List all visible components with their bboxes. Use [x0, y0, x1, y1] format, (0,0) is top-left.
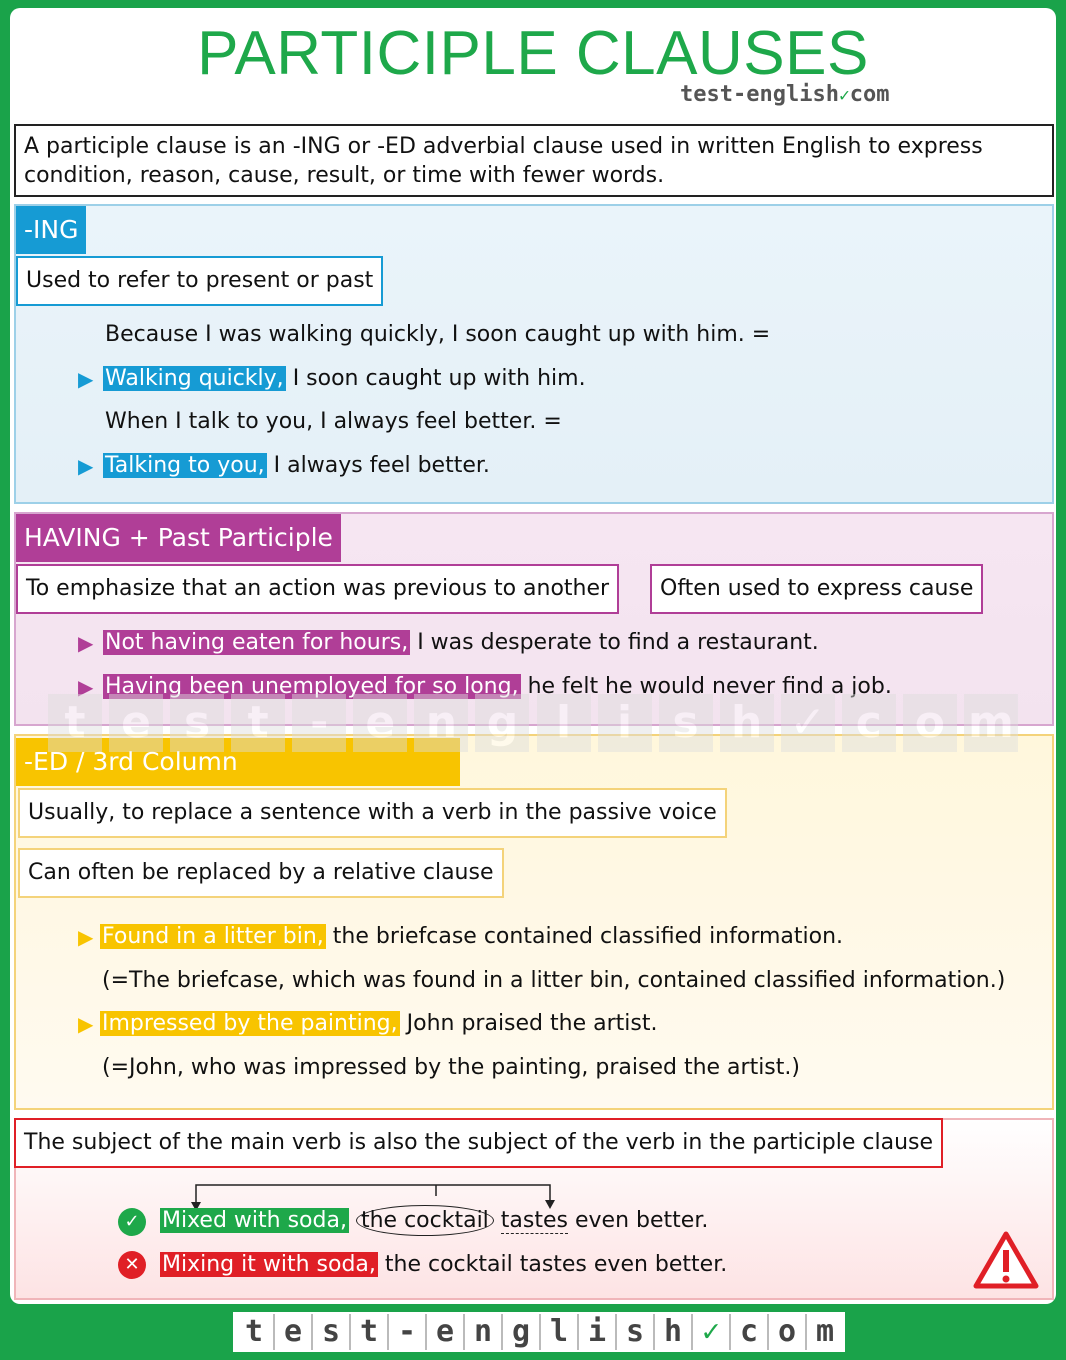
- example-original: When I talk to you, I always feel better. =: [105, 409, 562, 434]
- usage-note: Usually, to replace a sentence with a verb in the passive voice: [18, 788, 727, 838]
- incorrect-example: Mixing it with soda, the cocktail tastes even better.: [162, 1252, 728, 1277]
- example-participle: Talking to you, I always feel better.: [105, 453, 490, 478]
- section-tag-ed: -ED / 3rd Column: [16, 738, 460, 786]
- incorrect-x-icon: ✕: [118, 1251, 146, 1279]
- brand-logo: test-english✓com: [680, 82, 890, 107]
- intro-definition: A participle clause is an -ING or -ED adverbial clause used in written English to express condition, reason, cause, result, or time with fewer words.: [14, 124, 1054, 197]
- play-arrow-icon: ▶: [78, 454, 94, 478]
- play-arrow-icon: ▶: [78, 631, 94, 655]
- check-icon: ✓: [691, 1314, 729, 1350]
- example-participle: Not having eaten for hours, I was desperate to find a restaurant.: [105, 630, 819, 655]
- section-subject-rule: [14, 1118, 1054, 1300]
- example-participle: Found in a litter bin, the briefcase contained classified information.: [102, 924, 844, 949]
- example-participle: Walking quickly, I soon caught up with him.: [105, 366, 586, 391]
- relative-clause-equivalent: (=John, who was impressed by the painting, praised the artist.): [102, 1055, 800, 1080]
- footer-brand: t e s t - e n g l i s h ✓ c o m: [233, 1312, 845, 1352]
- relative-clause-equivalent: (=The briefcase, which was found in a litter bin, contained classified information.): [102, 968, 1006, 993]
- section-ed: [14, 734, 1054, 1110]
- section-tag-ing: -ING: [16, 206, 86, 254]
- correct-check-icon: ✓: [118, 1208, 146, 1236]
- usage-note: Can often be replaced by a relative clause: [18, 848, 504, 898]
- page-title: PARTICIPLE CLAUSES: [197, 19, 869, 88]
- subject-circle: the cocktail: [356, 1205, 494, 1236]
- subject-rule-note: The subject of the main verb is also the subject of the verb in the participle clause: [14, 1118, 943, 1168]
- warning-icon: [972, 1230, 1040, 1290]
- section-ing: [14, 204, 1054, 504]
- play-arrow-icon: ▶: [78, 367, 94, 391]
- section-tag-having: HAVING + Past Participle: [16, 514, 341, 562]
- watermark: t e s t - e n g l i s h ✓ c o m: [48, 694, 1018, 752]
- usage-note: Often used to express cause: [650, 564, 983, 614]
- usage-note: To emphasize that an action was previous to another: [16, 564, 619, 614]
- play-arrow-icon: ▶: [78, 1012, 94, 1036]
- example-original: Because I was walking quickly, I soon caught up with him. =: [105, 322, 771, 347]
- usage-note: Used to refer to present or past: [16, 256, 383, 306]
- example-participle: Impressed by the painting, John praised the artist.: [102, 1011, 658, 1036]
- play-arrow-icon: ▶: [78, 675, 94, 699]
- check-icon: ✓: [838, 85, 850, 106]
- correct-example: Mixed with soda, the cocktail tastes even better.: [160, 1206, 708, 1236]
- example-participle: Having been unemployed for so long, he felt he would never find a job.: [105, 674, 892, 699]
- play-arrow-icon: ▶: [78, 925, 94, 949]
